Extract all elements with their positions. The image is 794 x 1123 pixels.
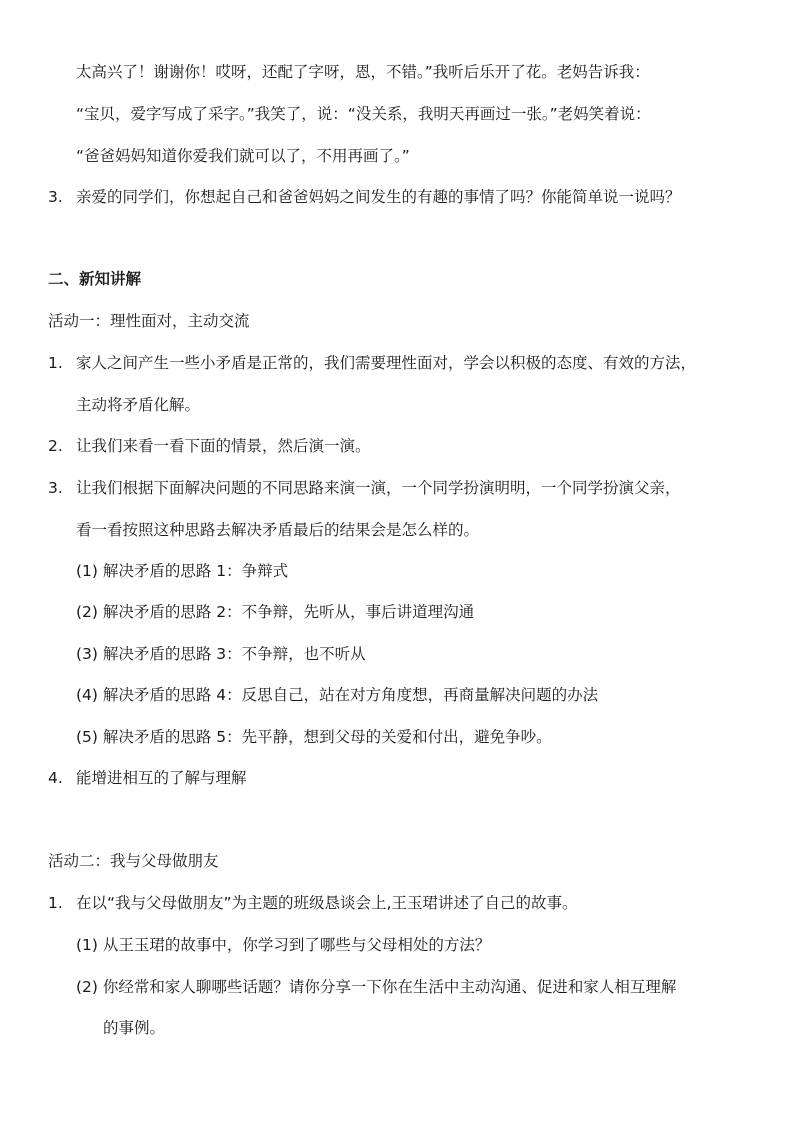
approach-item-1: (1) 解决矛盾的思路 1：争辩式 <box>76 562 289 580</box>
activity-1-item-3-line-1: 让我们根据下面解决问题的不同思路来演一演，一个同学扮演明明，一个同学扮演父亲， <box>76 479 681 497</box>
section-heading: 二、新知讲解 <box>48 270 142 288</box>
activity-2-question-2-line-1: (2) 你经常和家人聊哪些话题？请你分享一下你在生活中主动沟通、促进和家人相互理解 <box>76 978 677 996</box>
activity-2-question-2-line-2: 的事例。 <box>103 1019 166 1037</box>
activity-1-title: 活动一：理性面对，主动交流 <box>48 312 250 330</box>
list-number: 1. <box>48 354 63 372</box>
approach-item-3: (3) 解决矛盾的思路 3：不争辩，也不听从 <box>76 645 366 663</box>
list-number: 4. <box>48 769 63 787</box>
list-number: 3. <box>48 479 63 497</box>
story-line-3: “爸爸妈妈知道你爱我们就可以了，不用再画了。” <box>76 147 410 165</box>
list-number: 1. <box>48 894 63 912</box>
question-item-3: 亲爱的同学们，你想起自己和爸爸妈妈之间发生的有趣的事情了吗？你能简单说一说吗？ <box>76 188 681 206</box>
activity-1-item-3-line-2: 看一看按照这种思路去解决矛盾最后的结果会是怎么样的。 <box>76 521 480 539</box>
activity-1-item-1-line-2: 主动将矛盾化解。 <box>76 396 201 414</box>
story-line-1: 太高兴了！谢谢你！哎呀，还配了字呀，恩，不错。”我听后乐开了花。老妈告诉我： <box>76 63 650 81</box>
list-number: 3. <box>48 188 63 206</box>
activity-1-item-2: 让我们来看一看下面的情景，然后演一演。 <box>76 437 371 455</box>
story-line-2: “宝贝，爱字写成了采字。”我笑了，说：“没关系，我明天再画过一张。”老妈笑着说： <box>76 105 651 123</box>
approach-item-2: (2) 解决矛盾的思路 2：不争辩，先听从，事后讲道理沟通 <box>76 603 475 621</box>
approach-item-4: (4) 解决矛盾的思路 4：反思自己，站在对方角度想，再商量解决问题的办法 <box>76 686 599 704</box>
approach-item-5: (5) 解决矛盾的思路 5：先平静，想到父母的关爱和付出，避免争吵。 <box>76 728 552 746</box>
list-number: 2. <box>48 437 63 455</box>
activity-1-item-4: 能增进相互的了解与理解 <box>76 769 247 787</box>
activity-2-title: 活动二：我与父母做朋友 <box>48 852 219 870</box>
activity-2-item-1: 在以“我与父母做朋友”为主题的班级恳谈会上,王玉珺讲述了自己的故事。 <box>76 894 578 912</box>
activity-2-question-1: (1) 从王玉珺的故事中，你学习到了哪些与父母相处的方法？ <box>76 936 491 954</box>
activity-1-item-1-line-1: 家人之间产生一些小矛盾是正常的，我们需要理性面对，学会以积极的态度、有效的方法， <box>76 354 697 372</box>
